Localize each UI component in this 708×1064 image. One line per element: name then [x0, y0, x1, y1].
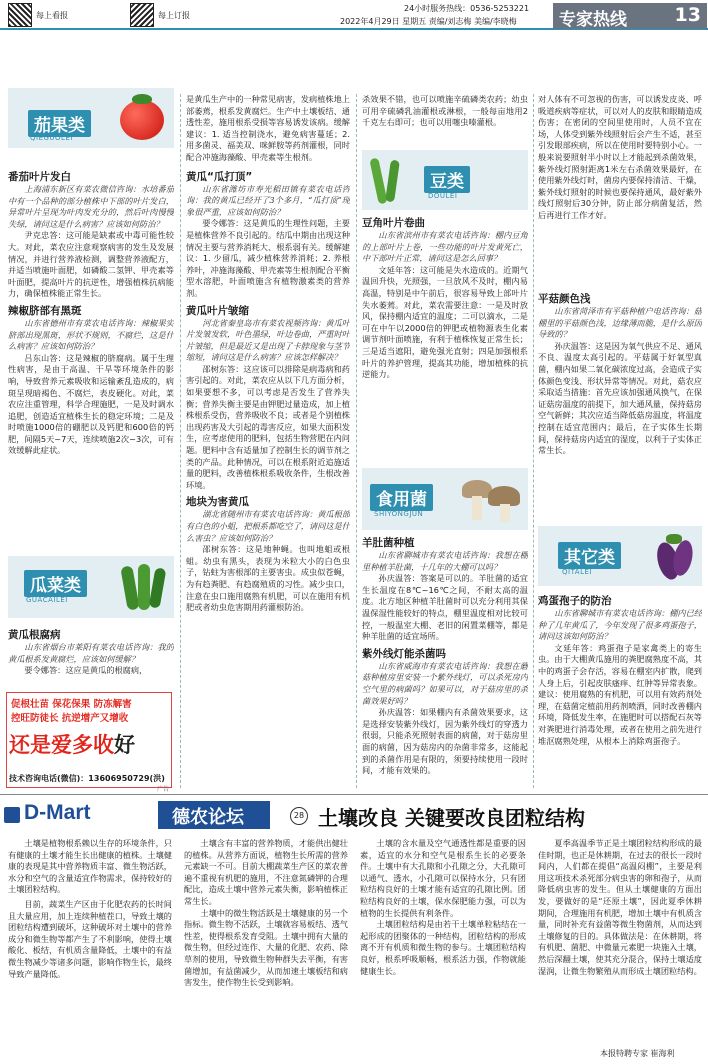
column-divider	[533, 94, 534, 788]
page-number: 13	[674, 4, 701, 26]
question: 山东省烟台市莱阳有菜农电话咨询：我的黄瓜根系发黄腐烂，应该如何缓解？	[8, 642, 174, 664]
answer: 邵树东答：这是地种蝇。也叫地蛆或根蛆。幼虫有黑头，表现为米粒大小的白色虫子，钻蛀为害根部的主要害虫。成虫似苍蝇，为有趋粪肥、有趋腐殖质的习性。减少虫口，注意在虫口施用腐熟有机肥，可以在施用有机肥或者幼虫危害期用药灌根防治。	[186, 544, 350, 613]
category-en: GUACAILEI	[26, 596, 68, 604]
question: 山东省聊城市有菜农电话咨询：棚内已经种了几年黄瓜了，今年发现了很多鸡蛋孢子，请问这该如何防治？	[538, 608, 702, 642]
ad-line-2: 控旺防徒长 抗逆增产又增收	[11, 713, 129, 724]
column-title: 专家热线	[559, 10, 627, 30]
forum-column-1	[8, 838, 172, 1060]
forum-column-3	[360, 838, 526, 1060]
bean-image	[366, 158, 406, 204]
column-4-bottom	[538, 594, 702, 788]
ad-brand: 还是爱多收	[9, 733, 114, 757]
brand-name: D-Mart	[24, 801, 91, 824]
ad-phone: 技术咨询电话(微信)：13606950729(洪)	[9, 774, 165, 783]
answer-continued: 是黄瓜生产中的一种常见病害，发病植株地上部萎蔫，根系发黄腐烂。生产中土壤板结、通透性差，施用根系受损等容易诱发该病。缓解建议：1. 适当控制浇水，避免病害蔓延；2. 用多菌灵、福美双、咪鲜胺等药剂灌根，同时配合冲施海藻酸、甲壳素等生根剂。	[186, 94, 350, 162]
article-title: 黄瓜叶片皱缩	[186, 304, 249, 317]
column-tag	[553, 3, 707, 29]
answer: 孙庆温答：这是因为氧气供应不足、通风不良、温度太高引起的。平菇属于好氧型真菌，棚内如果二氧化碳浓度过高，会造成子实体颜色变浅、形状异常等情况。对此，菇农应采取适当措施：首先应该加强通风换气，在保证菇房温度的前提下，加大通风量，保持菇房空气新鲜；其次应适当降低菇房温度，将温度控制在适宜范围内；最后，在子实体生长期间，保持菇房内适宜的湿度，以利于子实体正常生长。	[538, 340, 702, 456]
hotline: 24小时服务热线：0536-5253221	[404, 4, 530, 13]
paragraph: 土壤是植物根系赖以生存的环境条件，只有健康的土壤才能生长出健康的植株。土壤健康的表现是其中营养物质丰富、微生物活跃，水分和空气的含量适宜作物需求，保持较好的土壤团粒结构。	[8, 838, 172, 895]
dmart-icon	[4, 807, 20, 823]
category-guacailei	[8, 556, 174, 618]
question: 湖北省随州市有菜农电话咨询：黄瓜根部有白色的小蛆，把根系都吃空了，请问这是什么害虫？应该如何防治？	[186, 509, 350, 543]
article-title: 平菇颜色浅	[538, 293, 591, 305]
article-title: 地块为害黄瓜	[186, 496, 249, 509]
section-divider	[0, 794, 708, 795]
ad-suffix: 好	[114, 733, 135, 757]
category-shiyongjun	[362, 468, 528, 530]
column-1-top	[8, 170, 174, 564]
paragraph: 目前，蔬菜生产区由于化肥农药的长时间且大量应用，加上连续种植茬口，导致土壤的团粒结构遭到破坏，这种破坏对土壤中的营养成分和微生物等都产生了不利影响，使得土壤酸化、板结，有机质含量降低，土壤中的有益微生物减少等诸多问题，影响作物生长，最终导致产量降低。	[8, 898, 172, 979]
paragraph: 土壤的含水量及空气通透性都是重要的因素，适宜的水分和空气是根系生长的必要条件。土壤中有大孔隙和小孔隙之分，大孔隙可以通气、透水，小孔隙可以保持水分，只有团粒结构良好的土壤才能有适宜的孔隙比例。团粒结构良好的土壤，保水保肥能力强，可以为植物的生长提供有利条件。	[360, 838, 526, 918]
header-logo-1: 每上看报	[36, 11, 68, 20]
qr-code-1	[8, 3, 32, 27]
dateline: 2022年4月29日 星期五 责编/刘志梅 美编/李晓梅	[340, 17, 517, 26]
byline: 本报特聘专家 崔海利	[600, 1049, 675, 1058]
mushroom-image	[458, 472, 524, 526]
brand-logo	[4, 801, 152, 829]
forum-banner	[0, 798, 708, 832]
answer: 尹克忠答：这可能是缺素或中毒可能性较大。对此，菜农应注意观察病害的发生及发展情况，并进行营养液检测，调整营养液配方，并适当喷施叶面肥，如磷酸二氢钾、甲壳素等叶面肥，提高叶片的抗逆性，增强植株抗病能力，确保植株能正常生长。	[8, 230, 174, 299]
paragraph: 土壤中的微生物活跃是土壤健康的另一个指标。微生物不活跃，土壤就容易板结、透气性差，使得根系发育受阻。土壤中拥有大量的微生物，但经过连作、大量的化肥、农药、除草剂的使用，导致微生物种群失去平衡，有害菌增加，有益菌减少，从而加速土壤板结和病害发生，使作物生长受到影响。	[184, 907, 348, 988]
category-name: 食用菌	[370, 484, 433, 511]
forum-name: 德农论坛	[172, 807, 244, 828]
answer-continued: 对人体有不可忽视的伤害，可以诱发皮炎、呼吸道疾病等症状，可以对人的皮肤和眼睛造成伤害；在密闭的空间里使用时，人员不宜在场，人体受到紫外线照射后会产生不适，甚至引发眼部疾病，所以在使用时要特别小心。一般来说要照射半小时以上才能起到杀菌效果，紫外线灯照射距离1米左右杀菌效果最好，在使用紫外线灯时，菌房内要保持清洁、干燥，紫外线灯照射的时候也要保持通风，最好紫外线灯照射后30分钟，防止部分病菌复活，然后再进行工作才好。	[538, 94, 702, 220]
column-divider	[180, 94, 181, 788]
category-name: 豆类	[424, 166, 470, 193]
forum-name-box	[158, 801, 270, 829]
question: 山东省威海市有菜农电话咨询：我想在蘑菇种植房里安装一个紫外线灯，可以杀死房内空气里的病菌吗？如果可以，对于菇房里的杀菌效果好吗？	[362, 660, 528, 706]
eggplant-image	[650, 532, 698, 582]
question: 山东省德州市有菜农电话咨询：辣椒果实脐部出现黑斑，形状不规则，不腐烂，这是什么病害？应该如何防治？	[8, 317, 174, 352]
article-title: 鸡蛋孢子的防治	[538, 595, 612, 607]
issue-number: 28	[290, 807, 308, 825]
question: 山东省菏泽市有平菇种植户电话咨询：菇棚里的平菇颜色浅，边缘薄而脆，是什么原因导致的？	[538, 306, 702, 340]
article-title: 辣椒脐部有黑斑	[8, 304, 82, 317]
paragraph: 夏季高温季节正是土壤团粒结构形成的最佳时期，也正是休耕期，在过去的很长一段时间内，人们都在提倡“高温闷棚”，主要是利用这项技术杀死部分病虫害的卵和孢子，从而降低病虫害的发生。但从土壤健康的方面出发，要做好的是“还原土壤”，因此夏季休耕期间，合理施用有机肥，增加土壤中有机质含量，同时补充有益菌等微生物菌剂，从而达到土壤修复的目的。具体做法是：在休耕期，将有机肥、菌肥、中微量元素肥一块施入土壤，然后深翻土壤，使其充分混合，保持土壤适度湿润，让微生物繁殖从而形成土壤团粒结构。	[538, 838, 702, 976]
question: 山东省聊城市有菜农电话咨询：我想在棚里种植羊肚菌，十几年的大棚可以吗？	[362, 550, 528, 572]
category-name: 茄果类	[28, 110, 91, 137]
question: 河北省秦皇岛市有菜农视频咨询：黄瓜叶片发皱发软，叶色墨绿，叶边卷曲，严重时叶片皱缩，但是最近又是出现了卡脖现象与茎节缩短，请问这是什么病害？应该怎样解决？	[186, 317, 350, 363]
category-name: 其它类	[558, 542, 621, 569]
column-3-top	[362, 94, 528, 148]
answer-continued: 杀效果不错，也可以喷施辛硫磷类农药；幼虫可用辛硫磷乳油灌根或淋根，一般每亩地用2千克左右即可；也可以用噻虫嗪灌根。	[362, 94, 528, 128]
headline: 土壤改良 关键要改良团粒结构	[318, 806, 585, 830]
category-en: QITALEI	[562, 568, 592, 576]
column-4-top	[538, 94, 702, 290]
question: 山东省滨州市有菜农电话咨询：棚内豆角的上部叶片上卷，一些功能的叶片发黄死亡，中下部叶片正常，请问这是怎么回事？	[362, 230, 528, 264]
tomato-image	[116, 92, 168, 144]
paragraph: 土壤含有丰富的营养物质，才能供出健壮的植株。从营养方面说，植物生长所需的营养元素缺一不可。目前大棚蔬菜生产区的菜农普遍不重视有机肥的施用，不注意氮磷钾的合理配比，造成土壤中营养元素失衡，影响植株正常生长。	[184, 838, 348, 906]
page-header	[0, 0, 708, 30]
answer: 要令娜答：这是黄瓜的生理性问题，主要是植株营养不良引起的。结瓜中期由出现这种情况主要与营养消耗大、根系弱有关。缓解建议：1. 少留瓜，减少植株营养消耗；2. 养根养叶，冲施海藻酸、甲壳素等生根剂配合平衡型水溶肥，叶面喷施含有植物激素类的营养剂。	[186, 218, 350, 298]
ad-banner	[6, 692, 172, 788]
question: 上海浦东新区有菜农微信咨询：水培番茄中有一个品种的部分植株中下部的叶片发白，异常叶片呈现为叶肉发充分的，然后叶肉慢慢失绿，请问这是什么病害？应该如何防治？	[8, 184, 174, 229]
article-title: 番茄叶片发白	[8, 171, 71, 183]
ad-line-1: 促根壮苗 保花保果 防冻解害	[11, 699, 132, 710]
forum-column-4	[538, 838, 702, 1046]
answer: 吕东山答：这是辣椒的脐腐病。属于生理性病害，是由于高温、干旱等环境条件的影响，导致营养元素吸收和运输紊乱造成的，病斑呈现暗褐色、不腐烂，表皮硬化。对此，菜农应注重管理，科学合理施肥，一是及时调水追肥，创造适宜植株生长的稳定环境；二是及时喷施1000倍的硼肥以及钙肥和600倍的钙肥，间隔5天~7天，连续喷施2次~3次，可有效缓解此症状。	[8, 352, 174, 456]
category-en: SHIYONGJUN	[374, 510, 424, 518]
header-logo-2: 每上订报	[158, 11, 190, 20]
answer: 孙庆温答：如果棚内有杀菌效果要求，这是选择安装紫外线灯，因为紫外线灯的穿透力很弱，只能杀死照射表面的病菌，对于菇房里面的病菌，因为菇房内的杂菌非常多，这能起到的杀菌作用是有限的，须要持续使用一段时间，才能有效果的。	[362, 707, 528, 776]
forum-column-2	[184, 838, 348, 1060]
answer: 文延年答：鸡蛋孢子是家禽类上的寄生虫。由于大棚黄瓜施用的粪肥腐熟度不高，其中的鸡蛋子会存活，容易在棚室内扩散，爬到人身上后，引起皮肤瘙痒、红肿等异常表象。建议：使用腐熟的有机肥，可以用有效药剂处理，在菇菌定植前用药剂喷洒，同时改善棚内环境，降低发生率，在施肥时可以搭配石灰等对粪肥进行消毒处理，或者在使用之前先进行堆沤腐熟处理，从根本上消除鸡蛋孢子。	[538, 642, 702, 746]
category-name: 瓜菜类	[24, 570, 87, 597]
category-en: QIEGUOLEI	[30, 134, 73, 142]
paragraph: 土壤团粒结构是由若干土壤单粒粘结在一起形成的团聚体的一种结构，团粒结构的形成离不开有机质和微生物的参与。土壤团粒结构良好，根系呼吸顺畅，根系活力强，作物就能健康生长。	[360, 919, 526, 976]
question: 山东省潍坊市寿光稻田镇有菜农电话咨询：我的黄瓜已经开了3个多月，“瓜打顶”现象很严重，应该如何防治？	[186, 183, 350, 217]
answer: 邵树东答：这应该可以排除是病毒病和药害引起的。对此，菜农应从以下几方面分析，如果要想不多，可以考虑是否发生了营养失衡；营养失衡主要是由钾肥过量造成，加上植株根系受伤，营养吸收不良；或者是个别植株出现药害及大引起的毒害反应，如果大面积发生，应考虑使用的肥料，包括生物营肥在内问题。肥料中含有适量加了控制生长的调节剂之类的产品。此种情况，可以在根系附近追施适量的肥料，改善植株根系吸收条件，生根改善环境。	[186, 363, 350, 490]
answer: 要令娜答：这应是黄瓜的根腐病，	[24, 665, 148, 676]
column-4-mid	[538, 292, 702, 522]
category-qitalei	[538, 526, 702, 586]
qr-code-2	[130, 3, 154, 27]
cucumber-image	[118, 562, 168, 614]
column-divider	[356, 94, 357, 788]
category-qieguolei	[8, 88, 174, 148]
article-title: 黄瓜根腐病	[8, 629, 61, 641]
article-title: 紫外线灯能杀菌吗	[362, 647, 446, 660]
article-title: 豆角叶片卷曲	[362, 217, 425, 229]
column-2	[186, 94, 350, 788]
category-doulei	[362, 150, 528, 210]
article-title: 羊肚菌种植	[362, 537, 415, 549]
category-en: DOULEI	[428, 192, 458, 200]
column-3-mid	[362, 216, 528, 470]
ad-tag: 广告	[157, 786, 170, 793]
column-3-bottom	[362, 536, 528, 788]
ad-slogan	[9, 729, 135, 759]
column-1-bottom	[8, 628, 174, 692]
answer: 文延年答：这可能是失水造成的。近期气温回升快，光照强，一旦放风不及时，棚内易高温，特别是中午前后，很容易导致上部叶片失水萎蔫。对此，菜农需要注意：一是及时放风，保持棚内适宜的温度；二可以滴水，二是可在中午以2000倍的钾肥或植物源表生化素调节剂叶面喷施，有利于植株恢复正常生长；三是适当遮阳，避免强光直射；四是加强根系叶片的养护管理，提高其功能，增加植株的抗逆能力。	[362, 264, 528, 380]
answer: 孙庆温答：答案是可以的。羊肚菌的适宜生长温度在8℃~16℃之间，不耐太高的温度。北方地区种植羊肚菌时可以充分利用其保温保湿性能较好的特点，棚里温度相对比较可控，一般温室大棚、老旧的闲置菜棚等，都是种羊肚菌的适宜场所。	[362, 573, 528, 642]
article-title: 黄瓜“瓜打顶”	[186, 170, 253, 183]
